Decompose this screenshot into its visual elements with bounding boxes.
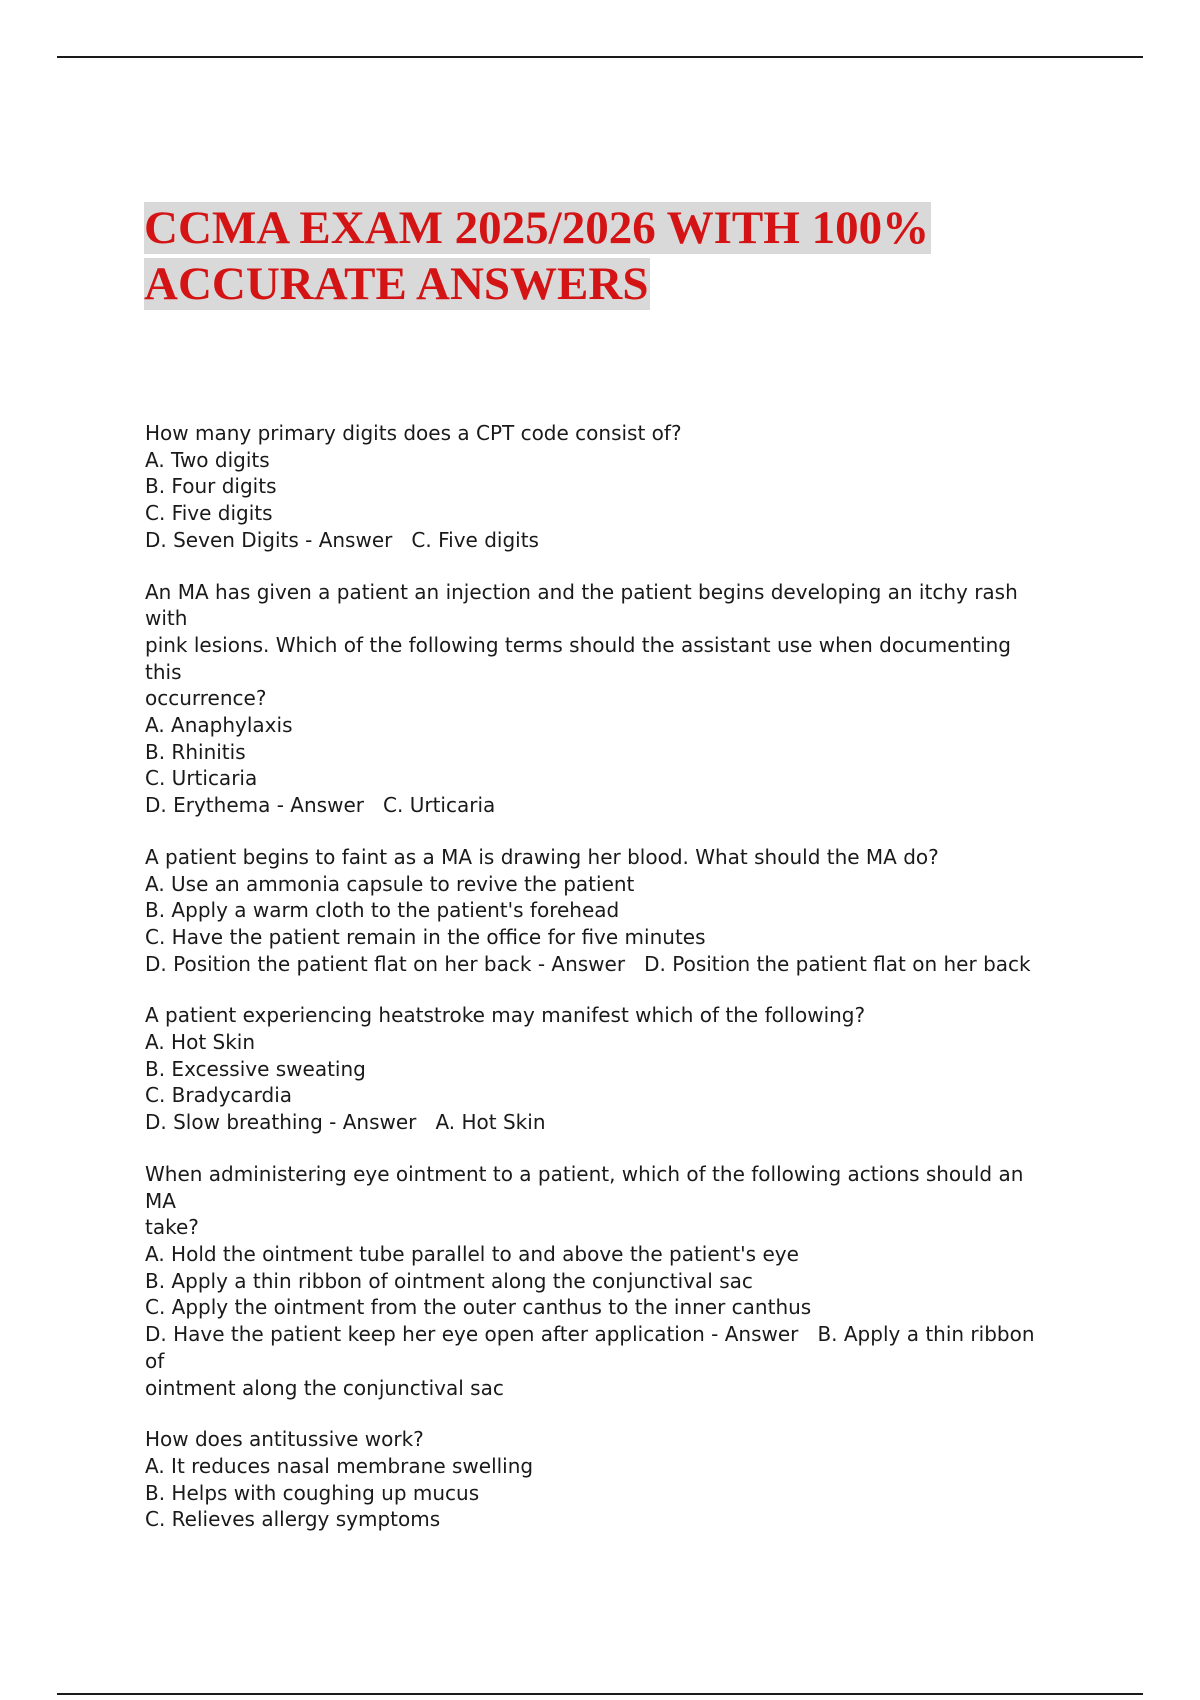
bottom-divider: [57, 1693, 1143, 1695]
question-stem: How does antitussive work?: [145, 1427, 424, 1452]
answer-option: C. Five digits: [145, 501, 273, 526]
question-stem: When administering eye ointment to a patient, which of the following actions should an MA: [145, 1161, 1030, 1213]
top-divider: [57, 56, 1143, 58]
answer-option: C. Bradycardia: [145, 1083, 293, 1108]
answer-option: C. Have the patient remain in the office for five minutes: [145, 924, 706, 949]
answer-option: C. Apply the ointment from the outer canthus to the inner canthus: [145, 1295, 812, 1320]
title-line-1: CCMA EXAM 2025/2026 WITH 100%: [144, 202, 930, 254]
answer-option: B. Four digits: [145, 474, 277, 499]
question-stem: A patient begins to faint as a MA is drawing her blood. What should the MA do?: [145, 844, 939, 869]
answer-option: A. Two digits: [145, 447, 270, 472]
question-stem: An MA has given a patient an injection and the patient begins developing an itchy rash with: [145, 579, 1025, 631]
question-stem: occurrence?: [145, 686, 267, 711]
title-line-2: ACCURATE ANSWERS: [144, 258, 649, 310]
question-block: [145, 420, 1045, 554]
answer-option: C. Urticaria: [145, 766, 258, 791]
question-stem: A patient experiencing heatstroke may manifest which of the following?: [145, 1003, 866, 1028]
question-block: [145, 1002, 1045, 1136]
answer-option: ointment along the conjunctival sac: [145, 1375, 504, 1400]
question-block: [145, 844, 1045, 978]
answer-option: C. Relieves allergy symptoms: [145, 1507, 441, 1532]
answer-option: B. Rhinitis: [145, 739, 246, 764]
answer-option: B. Apply a thin ribbon of ointment along the conjunctival sac: [145, 1268, 753, 1293]
answer-option: D. Have the patient keep her eye open after application - Answer B. Apply a thin ribbon of: [145, 1322, 1041, 1373]
question-list: [145, 420, 1045, 1558]
answer-option: A. Anaphylaxis: [145, 713, 293, 738]
answer-option: D. Seven Digits - Answer C. Five digits: [145, 527, 539, 552]
question-block: [145, 1426, 1045, 1533]
answer-option: A. Hold the ointment tube parallel to and above the patient's eye: [145, 1241, 799, 1266]
answer-option: B. Helps with coughing up mucus: [145, 1480, 480, 1505]
answer-option: A. It reduces nasal membrane swelling: [145, 1453, 534, 1478]
question-stem: How many primary digits does a CPT code consist of?: [145, 421, 682, 445]
question-stem: take?: [145, 1215, 199, 1240]
document-title: [144, 200, 1044, 312]
question-block: [145, 579, 1045, 819]
answer-option: A. Use an ammonia capsule to revive the patient: [145, 871, 635, 896]
question-stem: pink lesions. Which of the following terms should the assistant use when documenting this: [145, 632, 1018, 684]
answer-option: D. Position the patient flat on her back - Answer D. Position the patient flat on her back: [145, 951, 1031, 976]
answer-option: D. Slow breathing - Answer A. Hot Skin: [145, 1110, 546, 1135]
answer-option: B. Apply a warm cloth to the patient's forehead: [145, 898, 620, 923]
question-block: [145, 1161, 1045, 1401]
answer-option: A. Hot Skin: [145, 1030, 256, 1055]
answer-option: B. Excessive sweating: [145, 1056, 366, 1081]
answer-option: D. Erythema - Answer C. Urticaria: [145, 793, 496, 818]
